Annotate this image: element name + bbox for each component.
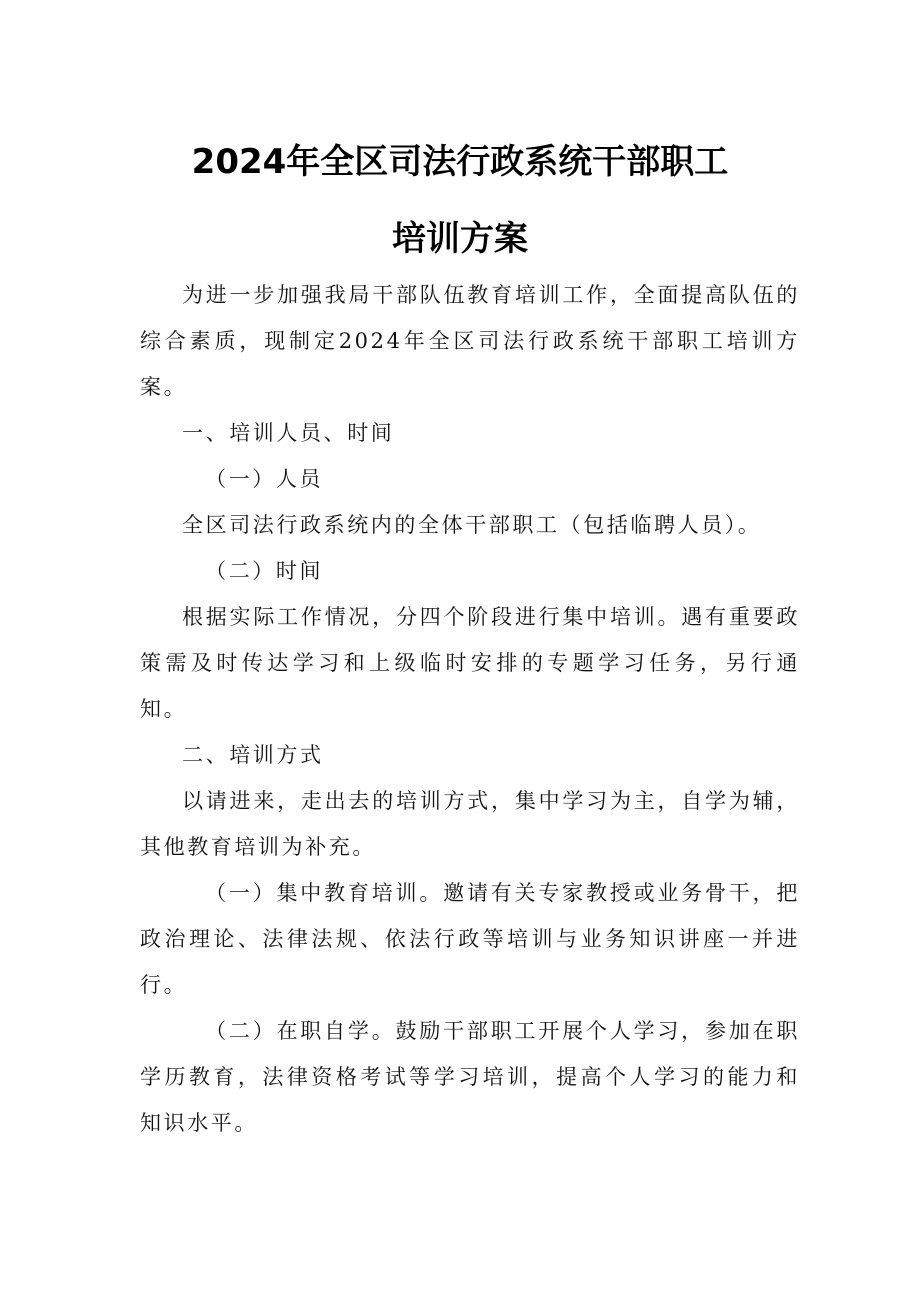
paragraph-time: 根据实际工作情况，分四个阶段进行集中培训。遇有重要政策需及时传达学习和上级临时安排的专题学习任务，另行通知。	[140, 605, 800, 721]
subheading-time: （二）时间	[205, 559, 324, 583]
document-body	[140, 272, 800, 1146]
paragraph-method: 以请进来，走出去的培训方式，集中学习为主，自学为辅，其他教育培训为补充。	[140, 789, 800, 859]
subheading-personnel: （一）人员	[205, 467, 324, 491]
document-title-line-2: 培训方案	[392, 219, 528, 259]
paragraph-personnel: 全区司法行政系统内的全体干部职工（包括临聘人员）。	[182, 513, 762, 537]
heading-section-2: 二、培训方式	[182, 743, 324, 767]
paragraph-intro: 为进一步加强我局干部队伍教育培训工作，全面提高队伍的综合素质，现制定2024年全区司法行政系统干部职工培训方案。	[140, 283, 800, 399]
paragraph-self-study: （二）在职自学。鼓励干部职工开展个人学习，参加在职学历教育，法律资格考试等学习培训，提高个人学习的能力和知识水平。	[140, 1019, 800, 1135]
heading-section-1: 一、培训人员、时间	[182, 421, 395, 445]
document-title-line-1: 2024年全区司法行政系统干部职工	[191, 142, 729, 182]
paragraph-centralized-training: （一）集中教育培训。邀请有关专家教授或业务骨干，把政治理论、法律法规、依法行政等培训与业务知识讲座一并进行。	[140, 881, 800, 997]
